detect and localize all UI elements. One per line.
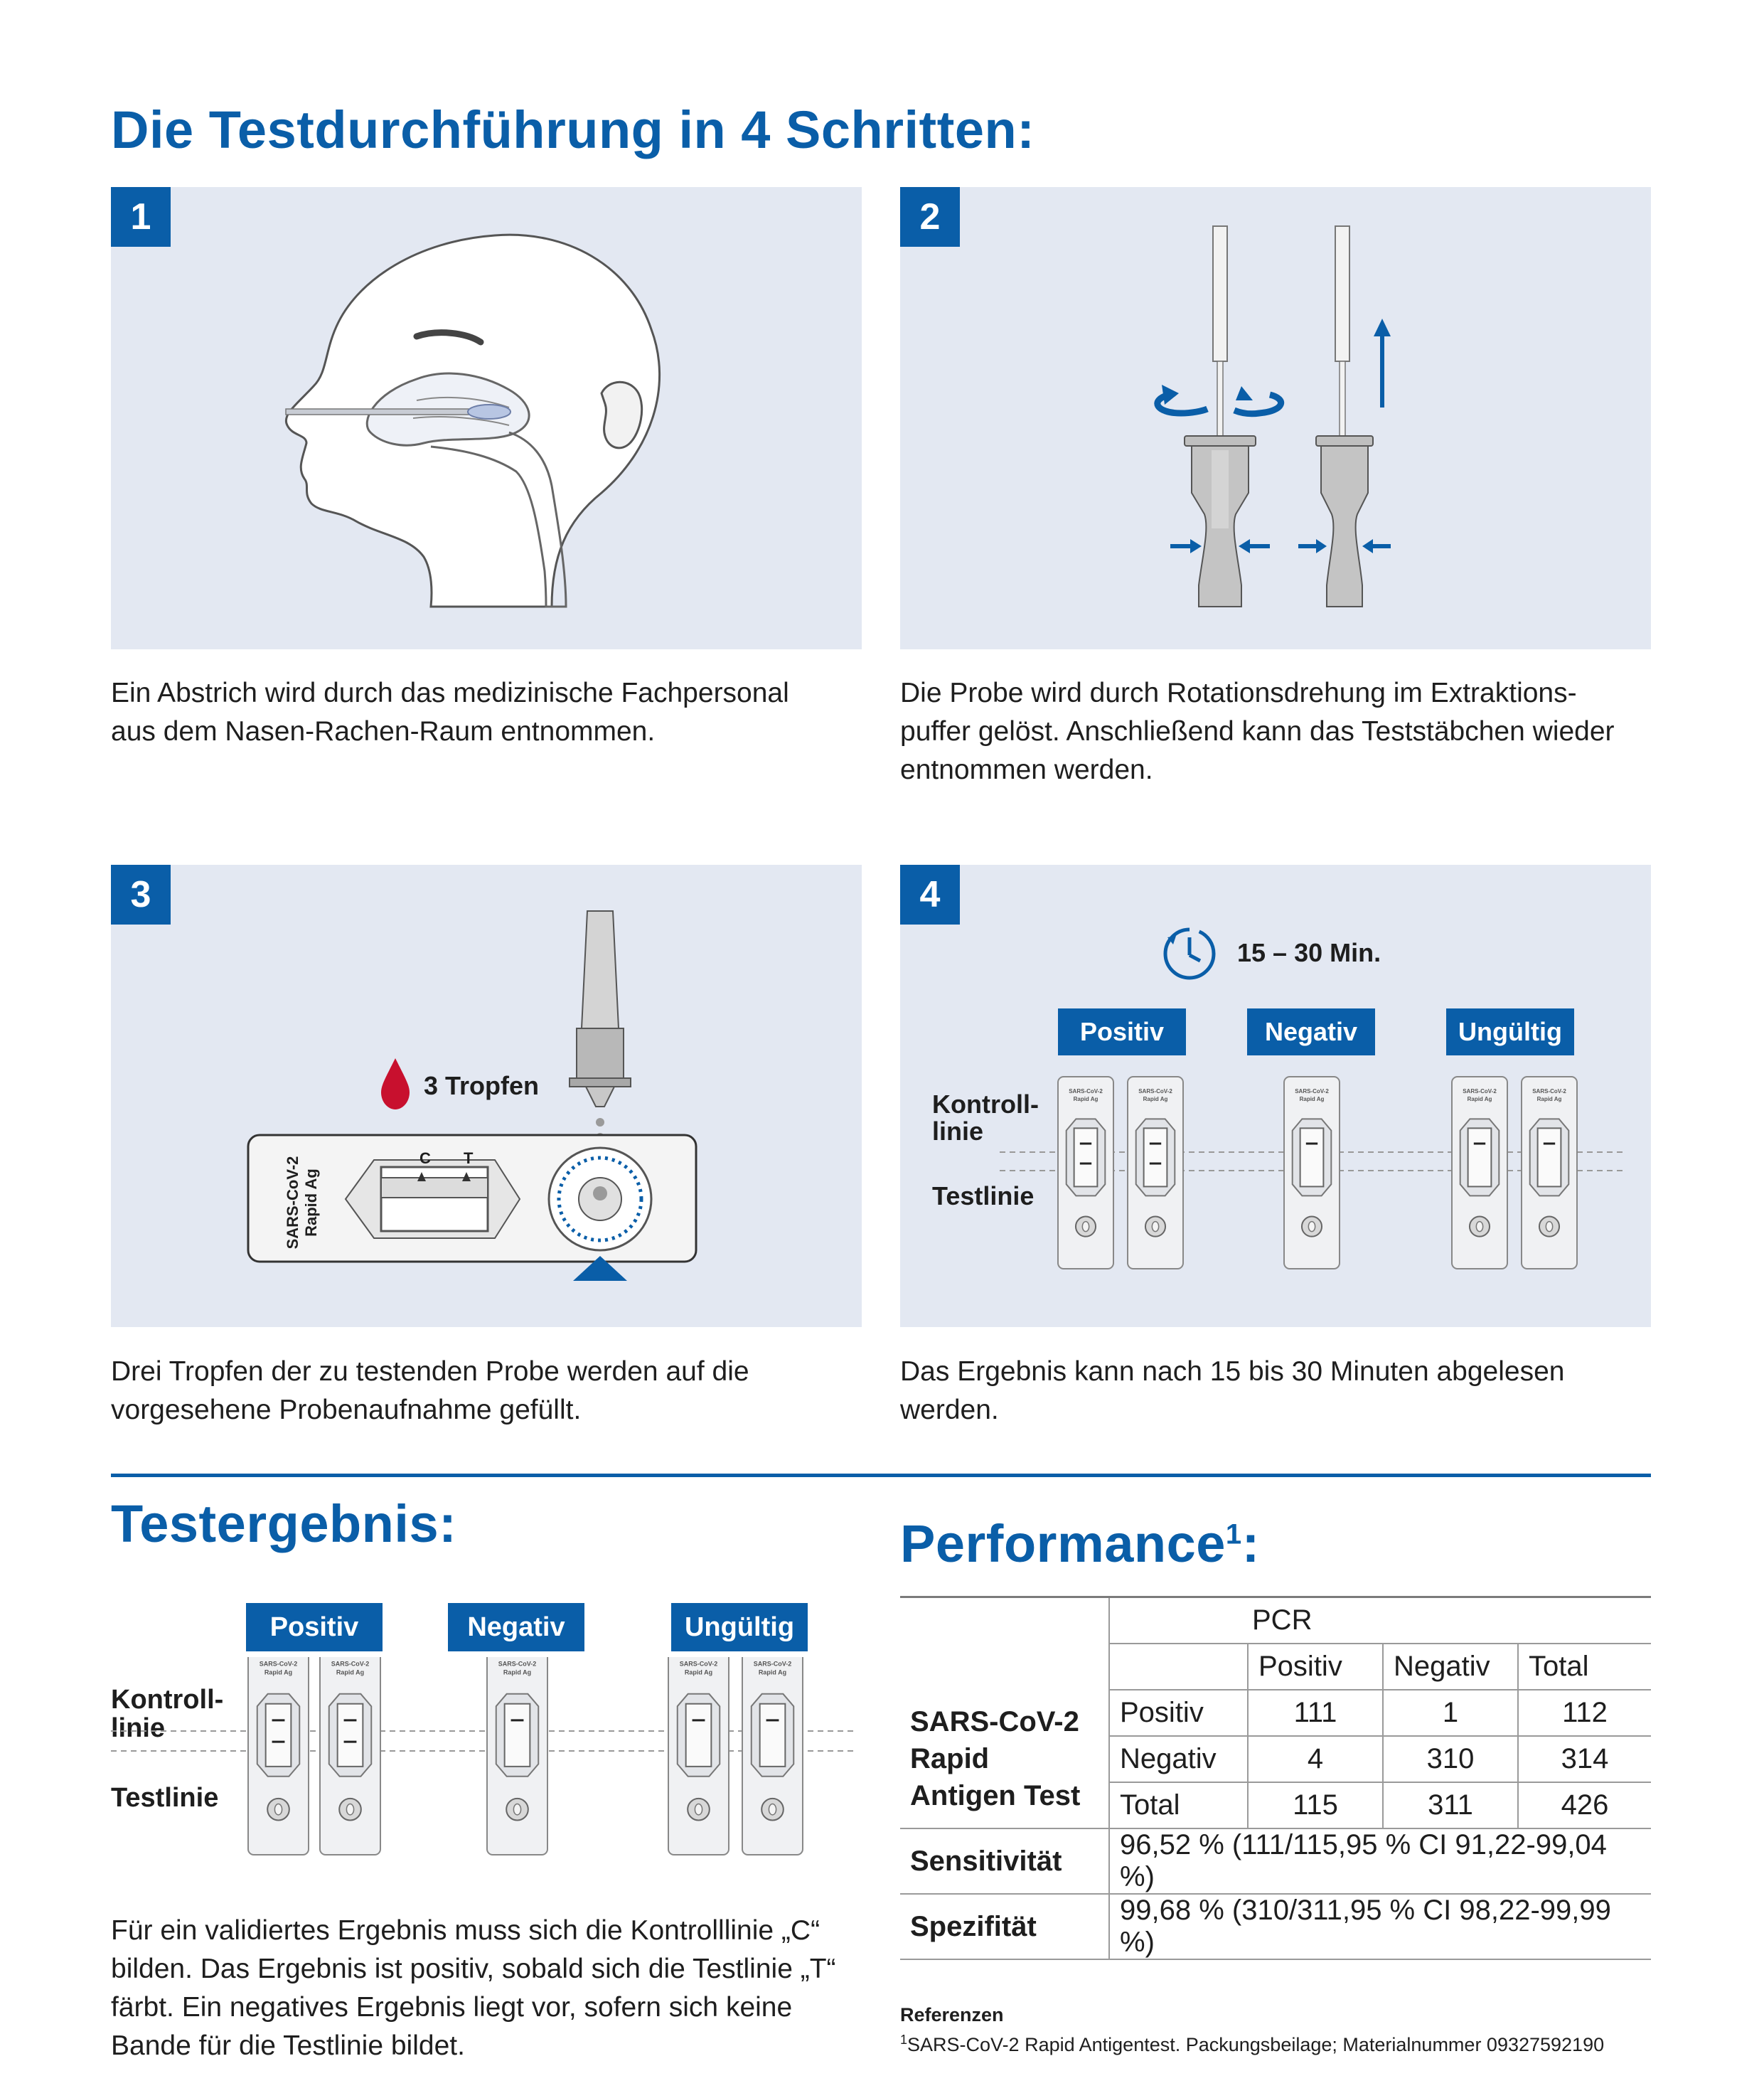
desc-line: Das Ergebnis kann nach 15 bis 30 Minuten abgelesen: [900, 1356, 1565, 1387]
table-row: [900, 1828, 1651, 1894]
col-total: Total: [1518, 1644, 1651, 1690]
strip-label: Rapid Ag: [1299, 1095, 1325, 1102]
tag-negativ: Negativ: [1247, 1008, 1375, 1055]
strip-label: Rapid Ag: [1143, 1095, 1168, 1102]
specificity-value: 99,68 % (310/311,95 % CI 98,22-99,99 %): [1109, 1894, 1651, 1959]
strip-label: SARS-CoV-2: [1532, 1087, 1566, 1095]
step-4-description: [900, 1353, 1564, 1429]
performance-title-colon: :: [1241, 1514, 1260, 1573]
strip-label: Rapid Ag: [336, 1668, 365, 1676]
performance-title-text: Performance: [900, 1514, 1226, 1573]
drop-icon: [381, 1058, 410, 1109]
strip-label: Rapid Ag: [1467, 1095, 1492, 1102]
test-strip: [1128, 1077, 1183, 1269]
cell: 311: [1383, 1782, 1518, 1828]
cell: 111: [1248, 1690, 1383, 1736]
desc-line: färbt. Ein negatives Ergebnis liegt vor, sofern sich keine: [111, 1992, 793, 2023]
cassette-name-line: SARS-CoV-2: [284, 1156, 301, 1250]
footnote-marker: 1: [900, 2033, 908, 2047]
strip-label: Rapid Ag: [1073, 1095, 1099, 1102]
strip-label: SARS-CoV-2: [679, 1660, 718, 1668]
label-line: linie: [111, 1713, 166, 1743]
strip-label: Rapid Ag: [758, 1668, 787, 1676]
step-4-panel: [900, 865, 1651, 1327]
strip-label: SARS-CoV-2: [1138, 1087, 1172, 1095]
test-strip: [320, 1657, 380, 1855]
strip-label: SARS-CoV-2: [498, 1660, 537, 1668]
test-strip: [1284, 1077, 1340, 1269]
row-group-label-line: Antigen Test: [910, 1780, 1081, 1811]
sensitivity-label: Sensitivität: [900, 1828, 1109, 1894]
references-text: [900, 2033, 1604, 2056]
drops-label: 3 Tropfen: [424, 1071, 540, 1100]
table-row: [900, 1690, 1651, 1736]
label-line: Kontroll-: [111, 1685, 224, 1715]
tag-positiv: Positiv: [1058, 1008, 1186, 1055]
result-strips-section: [111, 1657, 893, 1899]
section-divider: [111, 1474, 1651, 1477]
step-number: 3: [111, 865, 171, 925]
desc-line: vorgesehene Probenaufnahme gefüllt.: [111, 1395, 582, 1425]
c-label: C: [419, 1149, 431, 1167]
tag-negativ: Negativ: [448, 1603, 584, 1651]
desc-line: entnommen werden.: [900, 755, 1153, 785]
desc-line: werden.: [900, 1395, 999, 1425]
desc-line: Drei Tropfen der zu testenden Probe werden auf die: [111, 1356, 749, 1387]
extraction-tube-illustration: [900, 187, 1651, 649]
references-heading: Referenzen: [900, 2004, 1004, 2025]
strip-label: SARS-CoV-2: [753, 1660, 792, 1668]
test-strip: [1452, 1077, 1507, 1269]
testlinie-label: Testlinie: [111, 1783, 219, 1813]
time-label: 15 – 30 Min.: [1237, 938, 1381, 967]
table-row: [900, 1894, 1651, 1959]
step-3-panel: [111, 865, 862, 1327]
cell: 314: [1518, 1736, 1651, 1782]
tag-positiv: Positiv: [246, 1603, 383, 1651]
col-negativ: Negativ: [1383, 1644, 1518, 1690]
test-strip: [248, 1657, 309, 1855]
strip-label: Rapid Ag: [264, 1668, 293, 1676]
reference-entry: SARS-CoV-2 Rapid Antigentest. Packungsbeilage; Materialnummer 09327592190: [907, 2034, 1605, 2055]
label-line: linie: [932, 1117, 984, 1146]
cassette-name: [284, 1142, 321, 1263]
cassette-name-line: Rapid Ag: [302, 1168, 320, 1237]
step-number: 4: [900, 865, 960, 925]
strip-label: SARS-CoV-2: [1295, 1087, 1329, 1095]
desc-line: Die Probe wird durch Rotationsdrehung im Extraktions-: [900, 678, 1577, 708]
row-label: Total: [1109, 1782, 1248, 1828]
result-strips-step4: [900, 865, 1651, 1327]
test-strip: [487, 1657, 547, 1855]
step-1-description: [111, 674, 789, 751]
testergebnis-description: [111, 1912, 836, 2065]
row-group-label: [900, 1690, 1109, 1828]
test-strip: [1522, 1077, 1577, 1269]
specificity-label: Spezifität: [900, 1894, 1109, 1959]
row-group-label-line: SARS-CoV-2: [910, 1706, 1079, 1737]
strip-label: SARS-CoV-2: [331, 1660, 370, 1668]
strip-label: SARS-CoV-2: [1463, 1087, 1497, 1095]
table-row: [900, 1644, 1651, 1690]
desc-line: Bande für die Testlinie bildet.: [111, 2030, 465, 2061]
footnote-marker: 1: [1225, 1518, 1242, 1550]
performance-title: [900, 1513, 1260, 1574]
desc-line: Für ein validiertes Ergebnis muss sich die Kontrolllinie „C“: [111, 1915, 820, 1946]
desc-line: puffer gelöst. Anschließend kann das Teststäbchen wieder: [900, 716, 1615, 747]
desc-line: bilden. Das Ergebnis ist positiv, sobald sich die Testlinie „T“: [111, 1954, 836, 1984]
step-number: 2: [900, 187, 960, 247]
test-strip: [742, 1657, 803, 1855]
desc-line: Ein Abstrich wird durch das medizinische Fachpersonal: [111, 678, 789, 708]
head-swab-illustration: [111, 187, 862, 649]
cell: 1: [1383, 1690, 1518, 1736]
cell: 112: [1518, 1690, 1651, 1736]
cell: 115: [1248, 1782, 1383, 1828]
strip-label: SARS-CoV-2: [1069, 1087, 1103, 1095]
row-group-label-line: Rapid: [910, 1743, 990, 1774]
table-row: [900, 1597, 1651, 1644]
testlinie-label: Testlinie: [932, 1181, 1035, 1210]
t-label: T: [464, 1149, 474, 1167]
tag-ungueltig: Ungültig: [1446, 1008, 1574, 1055]
page-title: Die Testdurchführung in 4 Schritten:: [111, 100, 1035, 159]
col-positiv: Positiv: [1248, 1644, 1383, 1690]
step-1-panel: [111, 187, 862, 649]
strip-label: Rapid Ag: [1536, 1095, 1562, 1102]
label-line: Kontroll-: [932, 1090, 1039, 1119]
row-label: Negativ: [1109, 1736, 1248, 1782]
sensitivity-value: 96,52 % (111/115,95 % CI 91,22-99,04 %): [1109, 1828, 1651, 1894]
desc-line: aus dem Nasen-Rachen-Raum entnommen.: [111, 716, 656, 747]
tag-ungueltig: Ungültig: [671, 1603, 808, 1651]
performance-table: [900, 1596, 1651, 1960]
step-number: 1: [111, 187, 171, 247]
pcr-header: PCR: [1109, 1597, 1651, 1644]
step-2-panel: [900, 187, 1651, 649]
strip-label: Rapid Ag: [503, 1668, 532, 1676]
test-strip: [668, 1657, 729, 1855]
strip-label: SARS-CoV-2: [259, 1660, 298, 1668]
cell: 310: [1383, 1736, 1518, 1782]
step-3-description: [111, 1353, 749, 1429]
cell: 4: [1248, 1736, 1383, 1782]
testergebnis-title: Testergebnis:: [111, 1494, 457, 1553]
test-strip: [1058, 1077, 1113, 1269]
step-2-description: [900, 674, 1615, 789]
cell: 426: [1518, 1782, 1651, 1828]
strip-label: Rapid Ag: [684, 1668, 713, 1676]
row-label: Positiv: [1109, 1690, 1248, 1736]
